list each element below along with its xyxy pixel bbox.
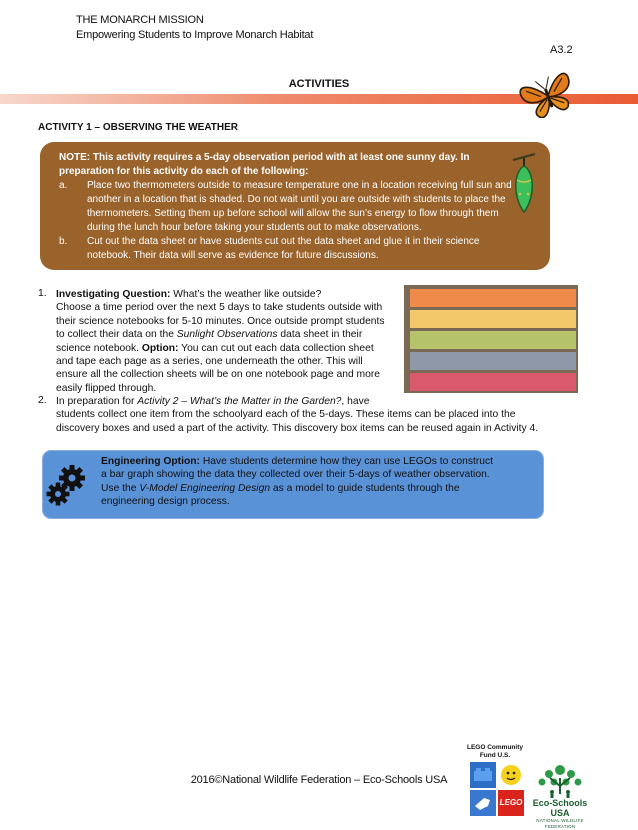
text-span: as a model to guide students through the	[270, 482, 460, 494]
header-subtitle: Empowering Students to Improve Monarch Habitat	[76, 29, 314, 41]
lego-fund-caption	[466, 744, 524, 760]
engineering-option-text	[101, 455, 531, 509]
text-span: data sheet in their	[277, 329, 363, 341]
question-text: What’s the weather like outside?	[170, 289, 322, 300]
step-1-line: ensure all the collection sheets will be on one notebook page and more	[56, 369, 380, 381]
photo-strip	[410, 352, 576, 370]
note-intro: NOTE: This activity requires a 5-day observation period with at least one sunny day. In preparation for this activity do each of the following:	[59, 152, 470, 177]
eng-line	[101, 455, 531, 468]
text-span: In preparation for	[56, 396, 138, 407]
text-span: Use the	[101, 482, 140, 494]
step-1-line: Choose a time period over the next 5 days to take students outside with	[56, 302, 383, 314]
step-1	[56, 288, 406, 395]
data-sheet-name: Sunlight Observations	[176, 329, 278, 341]
eco-schools-subtitle: NATIONAL WILDLIFE FEDERATION	[536, 818, 584, 829]
step-2-line: students collect one item from the schoolyard each of the 5-days. These items can be placed into the	[56, 409, 516, 421]
eco-schools-caption	[527, 798, 593, 830]
lego-tile-hand	[470, 790, 496, 816]
monarch-butterfly-icon	[513, 70, 583, 118]
lego-tile-minifig	[498, 762, 524, 788]
step-1-line: easily flipped through.	[56, 382, 157, 394]
step-1-line	[56, 342, 406, 355]
note-item-text: Cut out the data sheet or have students cut out the data sheet and glue it in their science notebook. Their data will serve as evidence for future discussions.	[87, 236, 480, 261]
activity-heading: ACTIVITY 1 – OBSERVING THE WEATHER	[38, 122, 239, 133]
text-span: Have students determine how they can use LEGOs to construct	[199, 456, 494, 467]
step-2-line	[56, 395, 616, 408]
step-2	[56, 395, 616, 435]
lego-wordmark: LEGO	[498, 790, 524, 816]
note-item-text: Place two thermometers outside to measure temperature one in a location receiving full sun and another in a location that is shaded. Do not wait until you are outside with students to place the thermometers. Setting them up before school will allow the sun’s energy to flow through them during the lunch hour before taking your students out to make observations.	[87, 180, 512, 233]
chrysalis-icon	[509, 150, 539, 218]
note-item-b	[59, 235, 514, 263]
gears-icon	[42, 462, 90, 508]
v-model-reference: V-Model Engineering Design	[139, 482, 271, 494]
lego-caption-line: LEGO Community	[467, 744, 523, 751]
lego-caption-line: Fund U.S.	[479, 752, 511, 759]
note-item-a	[59, 179, 514, 235]
brick-icon	[470, 762, 496, 788]
note-item-marker: a.	[59, 180, 68, 191]
photo-strip	[410, 289, 576, 307]
step-number: 2.	[38, 395, 47, 406]
photo-strip	[410, 310, 576, 328]
option-label: Option:	[141, 342, 179, 354]
notebook-strips-photo	[404, 285, 578, 393]
question-label: Investigating Question:	[56, 289, 171, 300]
page-code: A3.2	[550, 44, 573, 56]
engineering-label: Engineering Option:	[101, 456, 200, 467]
lego-tile-brick	[470, 762, 496, 788]
footer-copyright: 2016©National Wildlife Federation – Eco-Schools USA	[190, 774, 448, 786]
step-2-line: discovery boxes and used a part of the activity. This discovery box items can be reused again in Activity 4.	[56, 422, 539, 434]
activity-reference: Activity 2 – What’s the Matter in the Garden?	[137, 396, 342, 407]
step-1-question	[56, 288, 406, 301]
eng-line	[101, 482, 531, 495]
eng-line: a bar graph showing the data they collected over their 5-days of weather observation.	[101, 469, 490, 481]
step-1-line: their science notebooks for 5-10 minutes. Once outside prompt students	[56, 315, 385, 327]
eng-line: engineering design process.	[101, 496, 230, 508]
text-span: to collect their data on the	[56, 329, 177, 341]
header-title: THE MONARCH MISSION	[76, 14, 204, 26]
lego-fund-logo	[470, 762, 524, 818]
step-number: 1.	[38, 288, 47, 299]
step-1-line	[56, 328, 406, 341]
text-span: science notebook.	[56, 342, 142, 354]
note-item-marker: b.	[59, 236, 68, 247]
step-1-line: and tape each page as a series, one underneath the other. This will	[56, 356, 363, 368]
eco-schools-title: Eco-Schools USA	[532, 798, 588, 818]
text-span: , have	[341, 396, 370, 407]
photo-strip	[410, 373, 576, 391]
section-title: ACTIVITIES	[288, 78, 350, 90]
photo-strip	[410, 331, 576, 349]
note-box	[40, 142, 550, 270]
hand-icon	[470, 790, 496, 816]
minifig-face-icon	[498, 762, 524, 788]
text-span: You can cut out each data collection sheet	[178, 342, 374, 354]
